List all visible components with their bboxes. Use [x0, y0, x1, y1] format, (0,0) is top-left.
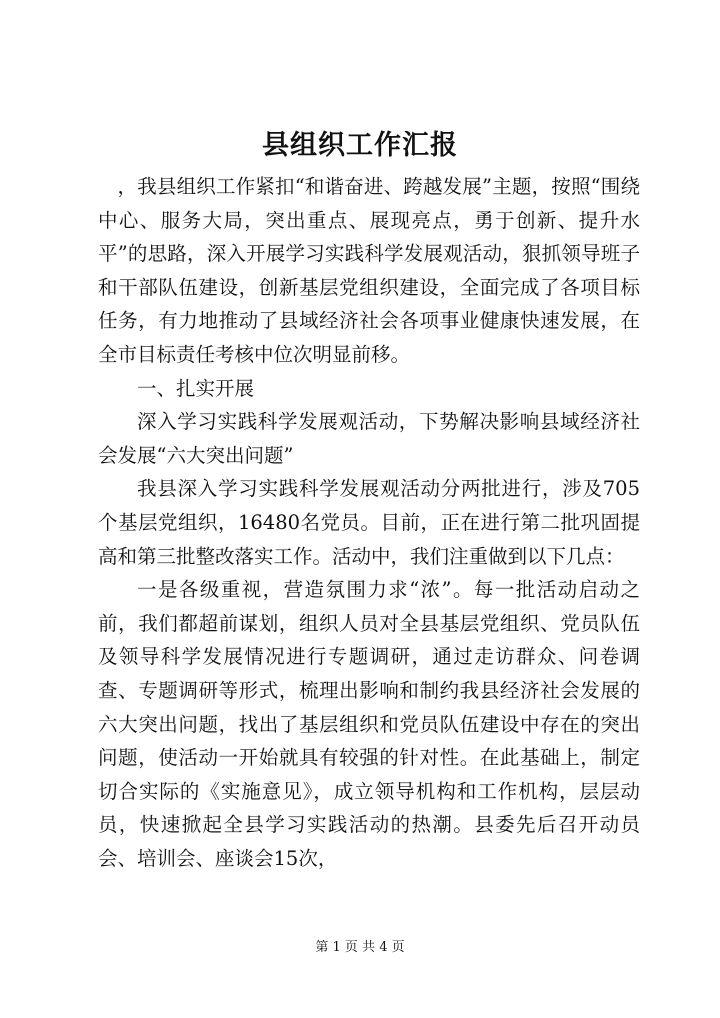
document-title: 县组织工作汇报	[262, 130, 458, 161]
body-paragraph: 我县深入学习实践科学发展观活动分两批进行，涉及705个基层党组织，16480名党员。目前，正在进行第二批巩固提高和第三批整改落实工作。活动中，我们注重做到以下几点：	[98, 477, 640, 568]
section-heading: 一、扎实开展	[137, 376, 255, 400]
page-footer: 第 1 页 共 4 页	[315, 940, 405, 955]
subsection-heading: 深入学习实践科学发展观活动，下势解决影响县域经济社会发展“六大突出问题”	[98, 410, 640, 467]
body-paragraph: 一是各级重视，营造氛围力求“浓”。每一批活动启动之前，我们都超前谋划，组织人员对全县基层党组织、党员队伍及领导科学发展情况进行专题调研，通过走访群众、问卷调查、专题调研等形式，梳理出影响和制约我县经济社会发展的六大突出问题，找出了基层组织和党员队伍建设中存在的突出问题，使活动一开始就具有较强的针对性。在此基础上，制定切合实际的《实施意见》，成立领导机构和工作机构，层层动员，快速掀起全县学习实践活动的热潮。县委先后召开动员会、培训会、座谈会15次，	[98, 578, 640, 870]
intro-paragraph: ，我县组织工作紧扣“和谐奋进、跨越发展”主题，按照“围绕中心、服务大局，突出重点、展现亮点，勇于创新、提升水平”的思路，深入开展学习实践科学发展观活动，狠抓领导班子和干部队伍建设，创新基层党组织建设，全面完成了各项目标任务，有力地推动了县域经济社会各项事业健康快速发展，在全市目标责任考核中位次明显前移。	[98, 175, 640, 366]
document-body	[98, 170, 640, 875]
